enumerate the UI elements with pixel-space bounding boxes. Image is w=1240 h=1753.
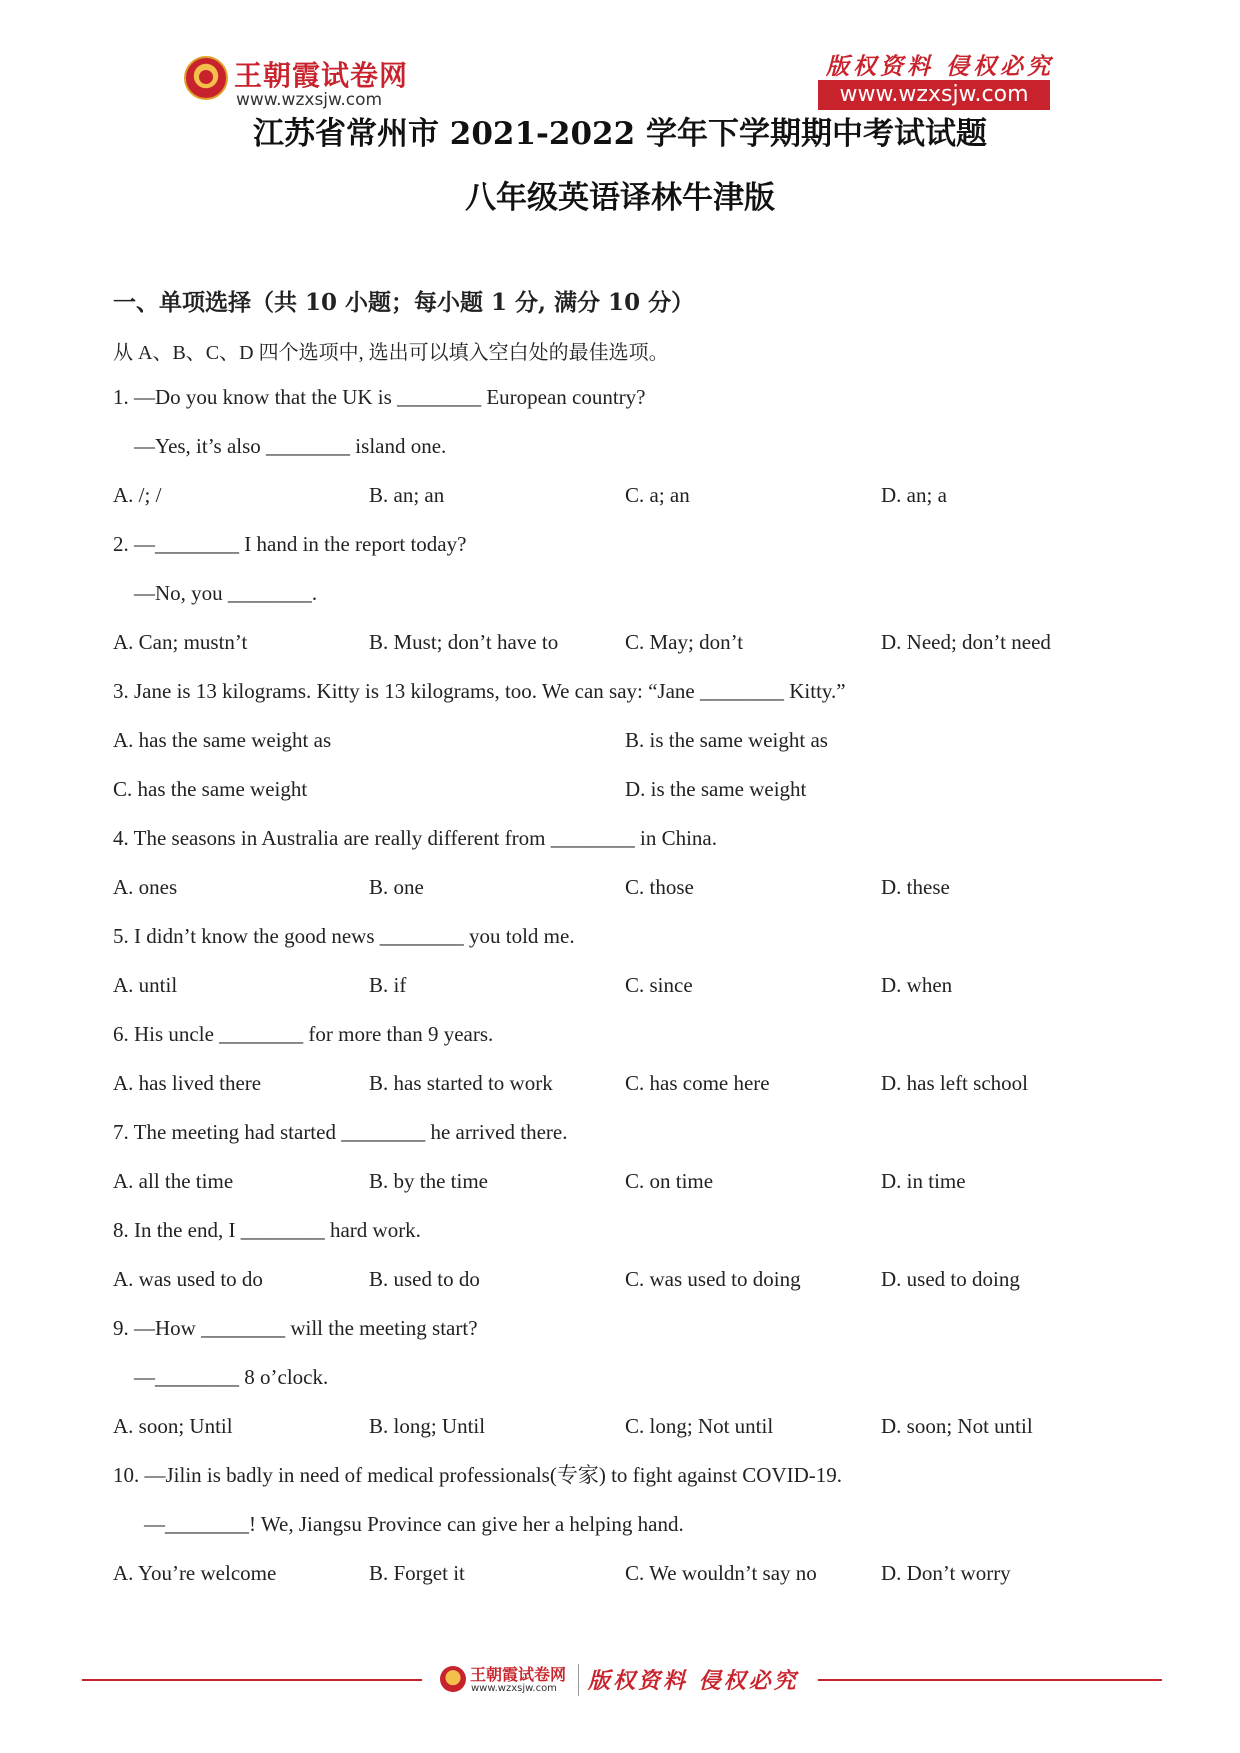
option-10-a: A. You’re welcome	[113, 1561, 277, 1585]
option-7-a: A. all the time	[113, 1169, 234, 1193]
option-1-d: D. an; a	[881, 483, 947, 507]
question-6-line-1: 6. His uncle ________ for more than 9 years.	[113, 1022, 494, 1046]
footer-rule-right	[818, 1679, 1162, 1681]
question-9-line-2: —________ 8 o’clock.	[134, 1365, 329, 1389]
section-heading: 一、单项选择（共 10 小题；每小题 1 分, 满分 10 分）	[113, 289, 695, 316]
copyright-notice: 版权资料 侵权必究	[826, 53, 1055, 80]
option-6-c: C. has come here	[625, 1071, 770, 1095]
footer-logo-url: www.wzxsjw.com	[471, 1683, 557, 1694]
question-2-line-2: —No, you ________.	[134, 581, 318, 605]
option-2-d: D. Need; don’t need	[881, 630, 1051, 654]
question-8-line-1: 8. In the end, I ________ hard work.	[113, 1218, 421, 1242]
option-5-d: D. when	[881, 973, 953, 997]
option-7-d: D. in time	[881, 1169, 966, 1193]
option-4-c: C. those	[625, 875, 694, 899]
site-logo	[184, 52, 414, 114]
option-1-a: A. /; /	[113, 483, 162, 507]
question-2-line-1: 2. —________ I hand in the report today?	[113, 532, 467, 556]
option-2-c: C. May; don’t	[625, 630, 744, 654]
question-3-line-1: 3. Jane is 13 kilograms. Kitty is 13 kilograms, too. We can say: “Jane ________ Kitty.”	[113, 679, 846, 703]
option-3-c: C. has the same weight	[113, 777, 308, 801]
option-3-a: A. has the same weight as	[113, 728, 332, 752]
option-9-a: A. soon; Until	[113, 1414, 233, 1438]
option-10-b: B. Forget it	[369, 1561, 465, 1585]
option-5-c: C. since	[625, 973, 693, 997]
option-8-c: C. was used to doing	[625, 1267, 801, 1291]
question-10-line-1: 10. —Jilin is badly in need of medical professionals(专家) to fight against COVID-19.	[113, 1463, 843, 1487]
option-10-c: C. We wouldn’t say no	[625, 1561, 817, 1585]
question-9-line-1: 9. —How ________ will the meeting start?	[113, 1316, 478, 1340]
option-5-a: A. until	[113, 973, 178, 997]
option-6-d: D. has left school	[881, 1071, 1028, 1095]
question-4-line-1: 4. The seasons in Australia are really different from ________ in China.	[113, 826, 717, 850]
seal-icon	[440, 1666, 466, 1692]
option-1-c: C. a; an	[625, 483, 690, 507]
question-5-line-1: 5. I didn’t know the good news ________ you told me.	[113, 924, 575, 948]
option-4-a: A. ones	[113, 875, 178, 899]
option-9-b: B. long; Until	[369, 1414, 486, 1438]
option-7-b: B. by the time	[369, 1169, 488, 1193]
option-4-d: D. these	[881, 875, 950, 899]
option-2-a: A. Can; mustn’t	[113, 630, 248, 654]
option-10-d: D. Don’t worry	[881, 1561, 1011, 1585]
option-7-c: C. on time	[625, 1169, 714, 1193]
question-10-line-2: —________! We, Jiangsu Province can give her a helping hand.	[144, 1512, 684, 1536]
footer-divider	[578, 1664, 579, 1696]
option-8-d: D. used to doing	[881, 1267, 1020, 1291]
question-1-line-2: —Yes, it’s also ________ island one.	[134, 434, 447, 458]
question-1-line-1: 1. —Do you know that the UK is ________ European country?	[113, 385, 646, 409]
exam-title: 江苏省常州市 2021-2022 学年下学期期中考试试题	[252, 116, 987, 152]
seal-icon	[184, 56, 228, 100]
option-8-b: B. used to do	[369, 1267, 480, 1291]
option-8-a: A. was used to do	[113, 1267, 263, 1291]
option-5-b: B. if	[369, 973, 407, 997]
option-3-b: B. is the same weight as	[625, 728, 828, 752]
section-instruction: 从 A、B、C、D 四个选项中, 选出可以填入空白处的最佳选项。	[113, 342, 669, 364]
site-url-banner: www.wzxsjw.com	[818, 80, 1050, 110]
exam-subtitle: 八年级英语译林牛津版	[465, 180, 775, 216]
option-2-b: B. Must; don’t have to	[369, 630, 559, 654]
option-9-c: C. long; Not until	[625, 1414, 774, 1438]
option-6-b: B. has started to work	[369, 1071, 553, 1095]
option-6-a: A. has lived there	[113, 1071, 262, 1095]
footer-rule-left	[82, 1679, 422, 1681]
question-7-line-1: 7. The meeting had started ________ he arrived there.	[113, 1120, 568, 1144]
option-4-b: B. one	[369, 875, 424, 899]
logo-url: www.wzxsjw.com	[236, 90, 383, 110]
footer-logo-name: 王朝霞试卷网	[470, 1665, 567, 1684]
option-3-d: D. is the same weight	[625, 777, 807, 801]
logo-name: 王朝霞试卷网	[234, 59, 409, 92]
footer-copyright: 版权资料 侵权必究	[588, 1668, 799, 1694]
option-9-d: D. soon; Not until	[881, 1414, 1033, 1438]
option-1-b: B. an; an	[369, 483, 445, 507]
footer-logo	[440, 1662, 580, 1698]
